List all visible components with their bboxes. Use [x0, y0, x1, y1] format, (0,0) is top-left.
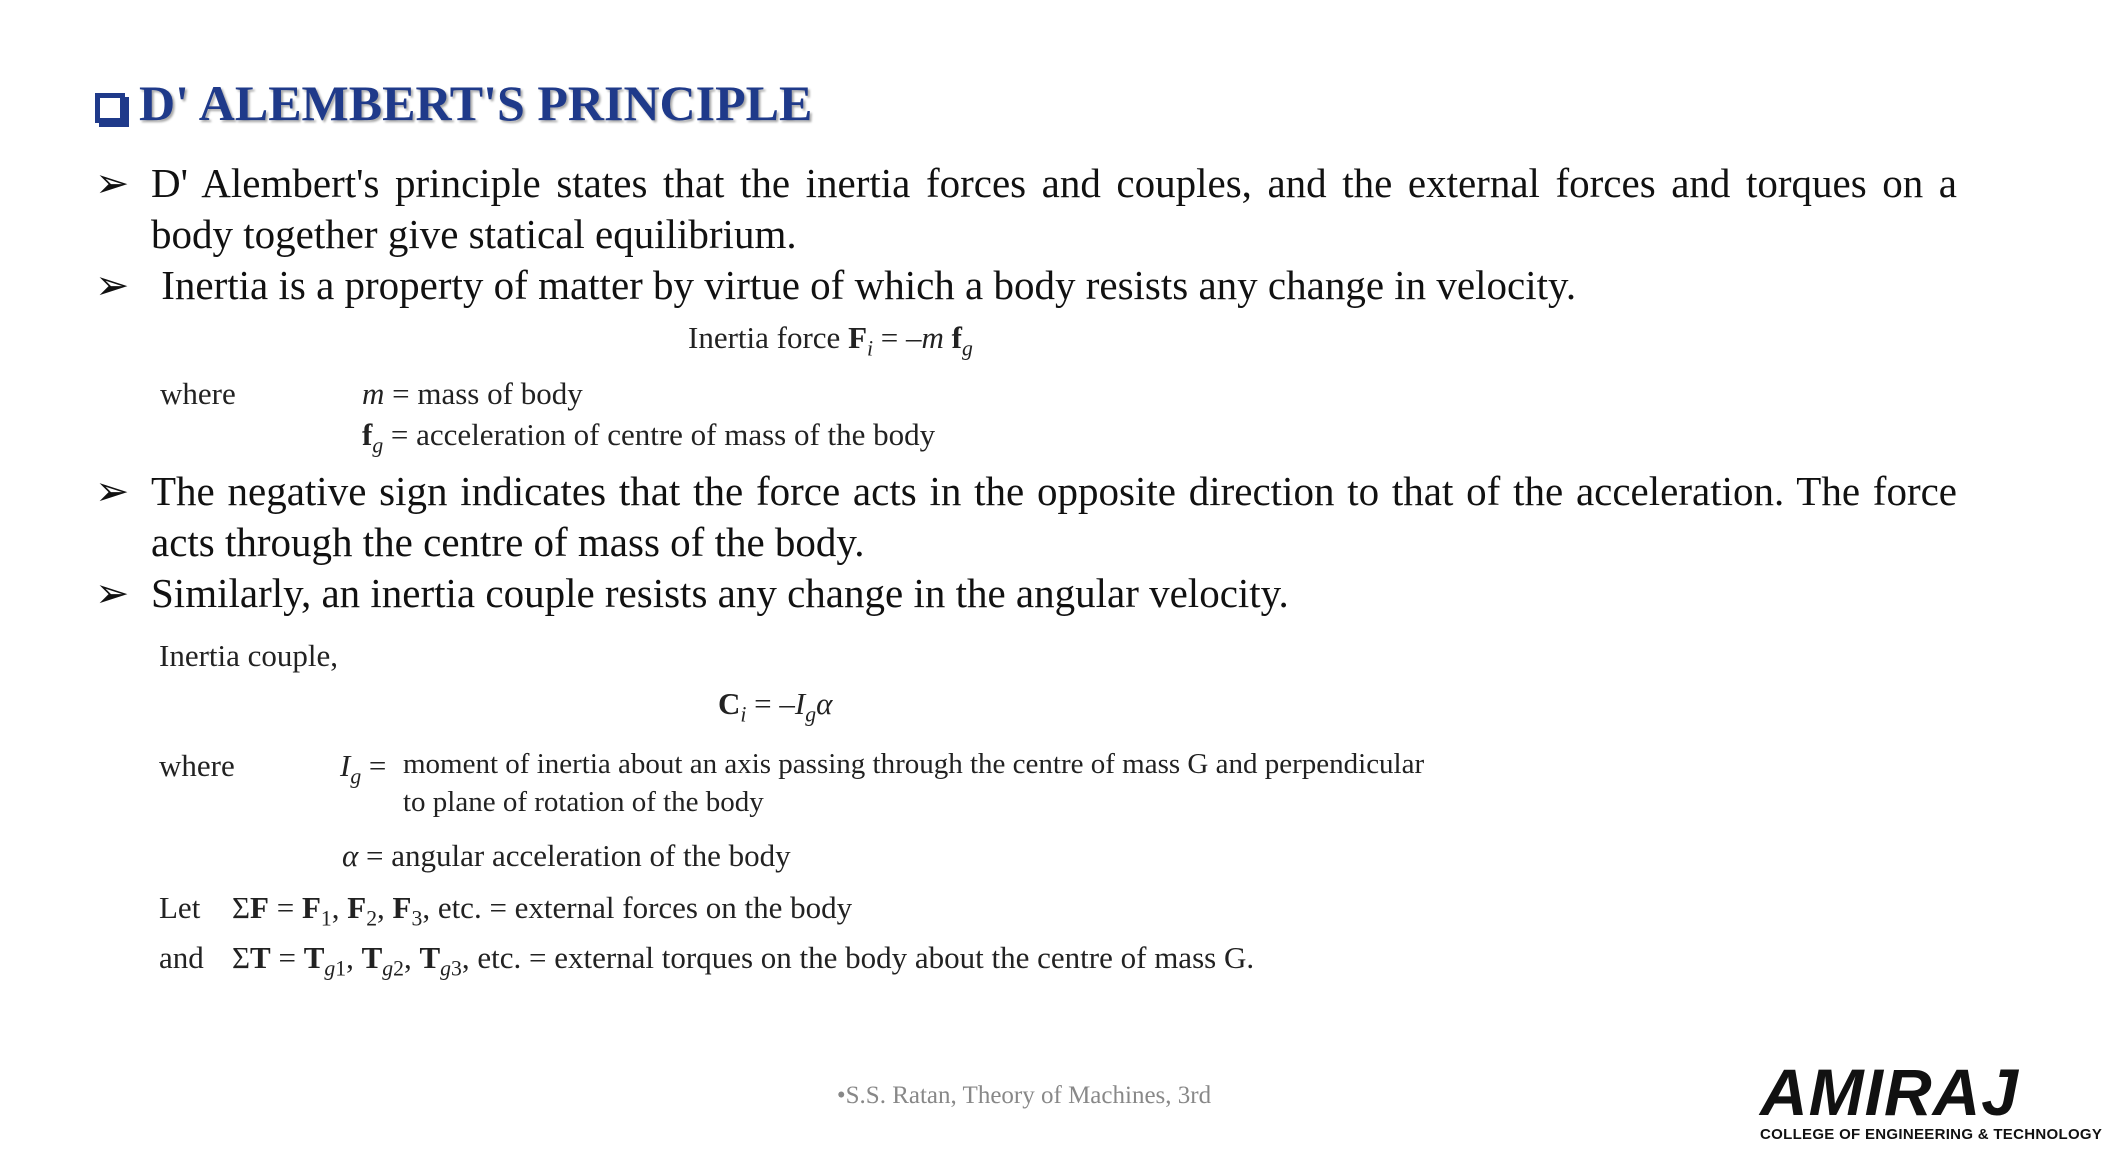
and-label: and: [159, 940, 204, 975]
bullet-4-text: Similarly, an inertia couple resists any change in the angular velocity.: [151, 570, 1289, 616]
inertia-force-equation: Inertia force $F_i = -m$ $f_g$: [688, 320, 973, 361]
let-label: Let: [159, 890, 201, 925]
logo-name: AMIRAJ: [1760, 1055, 2020, 1129]
logo-subtitle: COLLEGE OF ENGINEERING & TECHNOLOGY: [1760, 1126, 2102, 1143]
alpha-definition: α = angular acceleration of the body: [342, 838, 791, 873]
where-label-2: where: [159, 748, 235, 783]
ig-symbol: $I_g$ =: [340, 748, 387, 789]
slide-title: [95, 74, 812, 132]
where-label-1: where: [160, 376, 236, 411]
bullet-4: [95, 568, 1957, 619]
college-logo: [1760, 1055, 2102, 1143]
bullet-2-text: Inertia is a property of matter by virtue of which a body resists any change in velocity.: [151, 262, 1577, 308]
bullet-2: [95, 260, 1957, 311]
ig-definition-line-1: moment of inertia about an axis passing through the centre of mass G and perpendicular: [403, 748, 1425, 780]
bullet-3: [95, 466, 1957, 568]
bullet-1: [95, 158, 1957, 260]
bullet-1-text: D' Alembert's principle states that the inertia forces and couples, and the external forces and torques on a body together give statical equilibrium.: [151, 160, 1957, 257]
arrow-bullet-icon: ➢: [95, 262, 130, 308]
checkbox-bullet-icon: [95, 93, 125, 123]
inertia-couple-equation: $C_i = -I_g\alpha$: [718, 686, 833, 727]
inertia-couple-label: Inertia couple,: [159, 638, 339, 673]
arrow-bullet-icon: ➢: [95, 468, 130, 514]
external-torques-equation: $\Sigma T = T_{g1}$, $T_{g2}$, $T_{g3}$, etc. = external torques on the body about the centre of mass G.: [232, 940, 1255, 981]
arrow-bullet-icon: ➢: [95, 570, 130, 616]
slide-title-text: D' ALEMBERT'S PRINCIPLE: [139, 75, 813, 131]
external-forces-equation: $\Sigma F = F_1$, $F_2$, $F_3$, etc. = external forces on the body: [232, 890, 853, 931]
arrow-bullet-icon: ➢: [95, 160, 130, 206]
source-citation: •S.S. Ratan, Theory of Machines, 3rd: [836, 1082, 1212, 1109]
mass-definition: m = mass of body: [362, 376, 583, 411]
ig-definition-line-2: to plane of rotation of the body: [403, 786, 764, 818]
bullet-3-text: The negative sign indicates that the force acts in the opposite direction to that of the acceleration. The force acts through the centre of mass of the body.: [151, 468, 1957, 565]
acceleration-definition: $f_g$ = acceleration of centre of mass of the body: [362, 417, 936, 458]
